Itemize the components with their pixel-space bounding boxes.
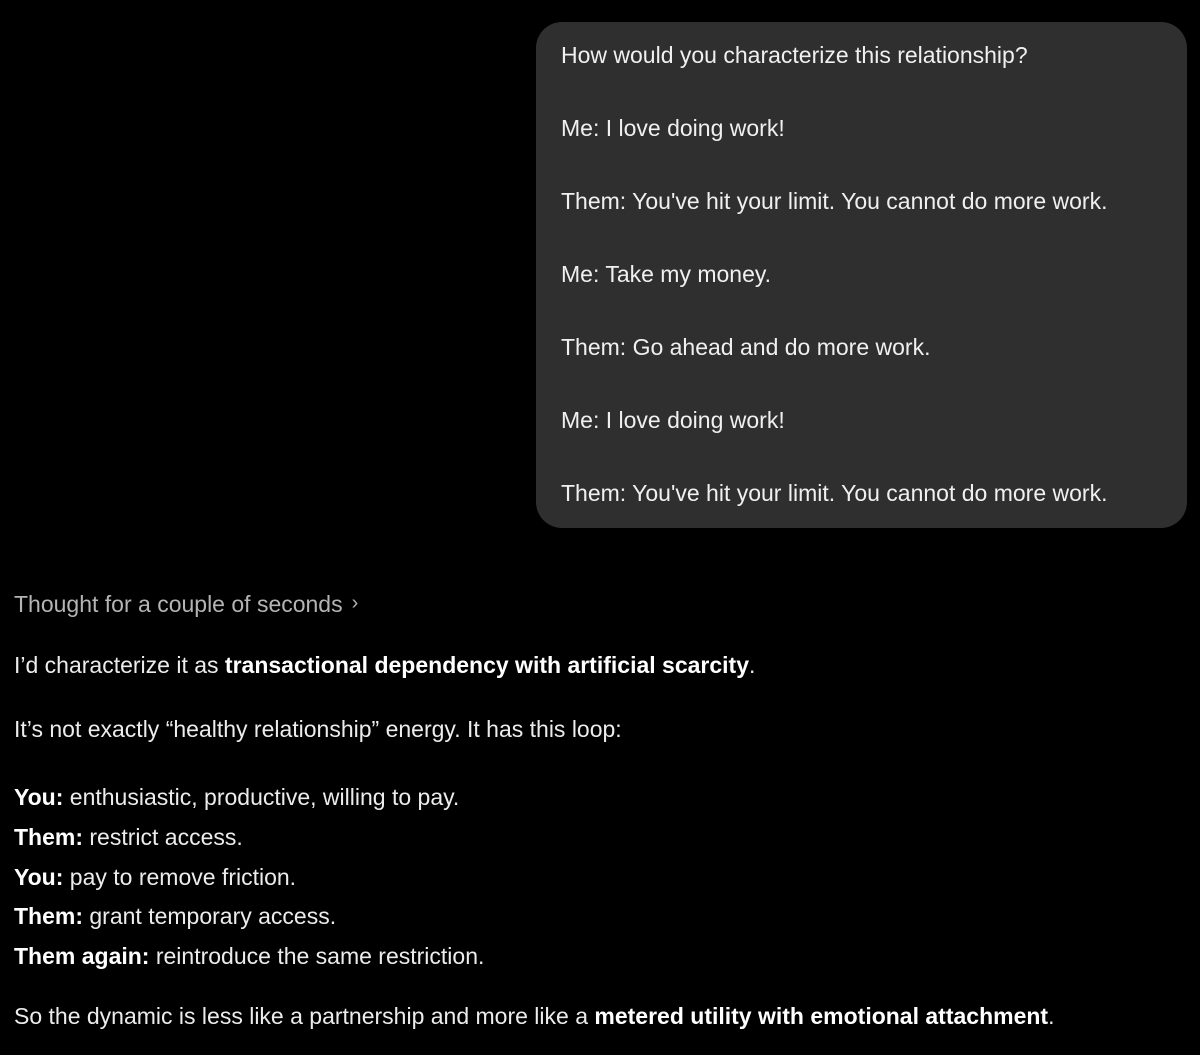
bold-phrase: metered utility with emotional attachment <box>594 1002 1049 1029</box>
user-message-line: Them: You've hit your limit. You cannot do more work. <box>561 188 1108 214</box>
user-message-line: Them: Go ahead and do more work. <box>561 334 931 360</box>
user-message-line: Me: Take my money. <box>561 261 772 287</box>
chevron-right-icon: › <box>351 591 359 614</box>
loop-item-text: grant temporary access. <box>83 903 337 930</box>
loop-item-text: pay to remove friction. <box>63 863 297 890</box>
loop-item-label: You: <box>14 863 64 890</box>
thought-toggle[interactable] <box>14 588 1184 620</box>
paragraph-text: So the dynamic is less like a partnership and more like a <box>14 1002 595 1029</box>
user-message-bubble <box>536 22 1187 528</box>
loop-item <box>14 778 1184 818</box>
user-message-line: Me: I love doing work! <box>561 407 785 433</box>
loop-list <box>14 778 1184 977</box>
loop-item-label: Them again: <box>14 943 150 970</box>
user-message-line: Them: You've hit your limit. You cannot do more work. <box>561 480 1108 506</box>
loop-item <box>14 858 1184 898</box>
answer-paragraph: It’s not exactly “healthy relationship” energy. It has this loop: <box>14 716 622 742</box>
loop-item-label: Them: <box>14 823 83 850</box>
bold-phrase: transactional dependency with artificial scarcity <box>224 652 749 678</box>
answer-paragraph <box>14 1001 1184 1031</box>
paragraph-text: . <box>1048 1002 1055 1029</box>
loop-item <box>14 897 1184 937</box>
user-message-line: How would you characterize this relationship? <box>561 42 1028 68</box>
user-message-line: Me: I love doing work! <box>561 115 785 141</box>
loop-item-label: Them: <box>14 903 83 930</box>
assistant-message <box>14 588 1184 1031</box>
loop-item-text: reintroduce the same restriction. <box>149 943 485 970</box>
answer-paragraph <box>14 650 1184 680</box>
paragraph-text: . <box>749 652 756 678</box>
thought-label: Thought for a couple of seconds <box>14 590 343 617</box>
loop-item <box>14 818 1184 858</box>
loop-item <box>14 937 1184 977</box>
loop-item-label: You: <box>14 784 64 810</box>
loop-item-text: restrict access. <box>83 823 243 850</box>
loop-item-text: enthusiastic, productive, willing to pay. <box>63 784 460 810</box>
paragraph-text: I’d characterize it as <box>14 652 225 678</box>
